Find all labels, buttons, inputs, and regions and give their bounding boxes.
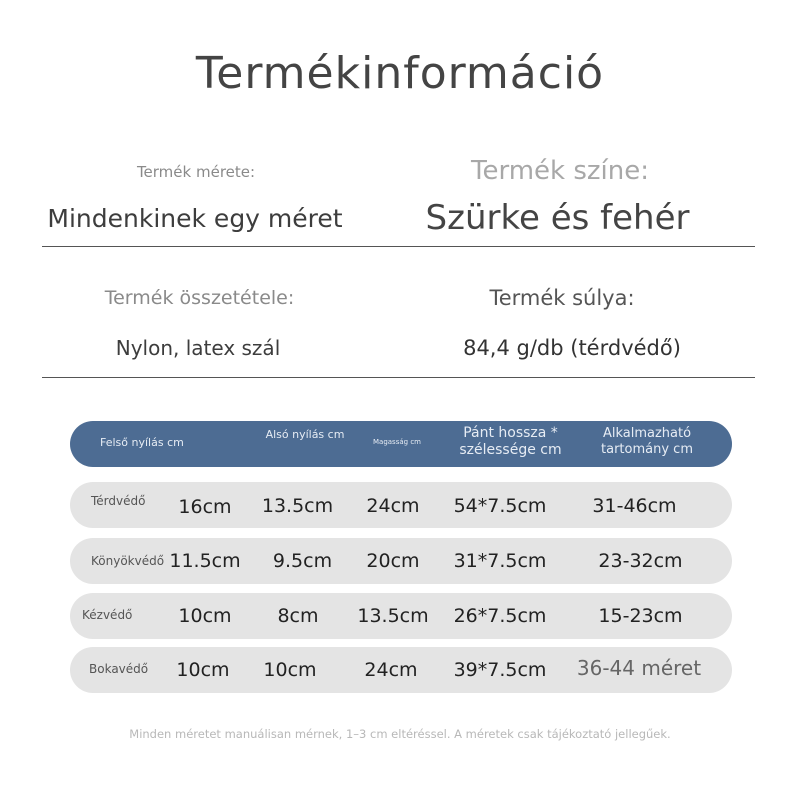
row-top: 11.5cm — [169, 550, 241, 572]
footnote: Minden méretet manuálisan mérnek, 1–3 cm eltéréssel. A méretek csak tájékoztató jellegűek. — [129, 727, 671, 741]
row-height: 20cm — [366, 550, 420, 572]
row-top: 10cm — [176, 659, 230, 681]
row-strap: 31*7.5cm — [453, 550, 547, 572]
material-value: Nylon, latex szál — [115, 336, 281, 360]
divider-top — [42, 246, 755, 247]
size-label: Termék mérete: — [136, 163, 256, 181]
header-bottom-opening: Alsó nyílás cm — [265, 428, 345, 441]
row-name: Kézvédő — [82, 608, 133, 622]
row-strap: 39*7.5cm — [453, 659, 547, 681]
row-bottom: 9.5cm — [272, 550, 333, 572]
row-bottom: 10cm — [263, 659, 317, 681]
row-bottom: 13.5cm — [261, 495, 334, 517]
row-height: 13.5cm — [357, 605, 429, 627]
row-strap: 54*7.5cm — [453, 495, 547, 517]
row-top: 10cm — [178, 605, 232, 627]
table-row — [70, 538, 732, 584]
row-range: 15-23cm — [598, 605, 683, 627]
row-strap: 26*7.5cm — [453, 605, 547, 627]
row-name: Bokavédő — [89, 662, 149, 676]
page-title: Termékinformáció — [195, 48, 605, 99]
weight-value: 84,4 g/db (térdvédő) — [463, 336, 681, 360]
row-range: 31-46cm — [592, 495, 677, 517]
weight-label: Termék súlya: — [489, 286, 635, 310]
row-range: 23-32cm — [598, 550, 683, 572]
header-top-opening: Felső nyílás cm — [100, 436, 184, 449]
row-height: 24cm — [366, 495, 420, 517]
material-label: Termék összetétele: — [104, 287, 295, 309]
row-bottom: 8cm — [277, 605, 319, 627]
color-label: Termék színe: — [471, 156, 649, 186]
header-strap: Pánt hossza * szélessége cm — [459, 425, 562, 458]
row-range: 36-44 méret — [576, 656, 702, 680]
color-value: Szürke és fehér — [425, 198, 690, 238]
row-top: 16cm — [178, 496, 232, 518]
divider-bottom — [42, 377, 755, 378]
header-range: Alkalmazható tartomány cm — [601, 426, 693, 457]
table-row — [70, 482, 732, 528]
size-value: Mindenkinek egy méret — [47, 204, 343, 233]
header-height: Magasság cm — [373, 438, 421, 446]
row-height: 24cm — [364, 659, 418, 681]
row-name: Térdvédő — [91, 494, 146, 508]
table-header — [70, 421, 732, 467]
table-row — [70, 593, 732, 639]
table-row — [70, 647, 732, 693]
row-name: Könyökvédő — [91, 554, 165, 568]
